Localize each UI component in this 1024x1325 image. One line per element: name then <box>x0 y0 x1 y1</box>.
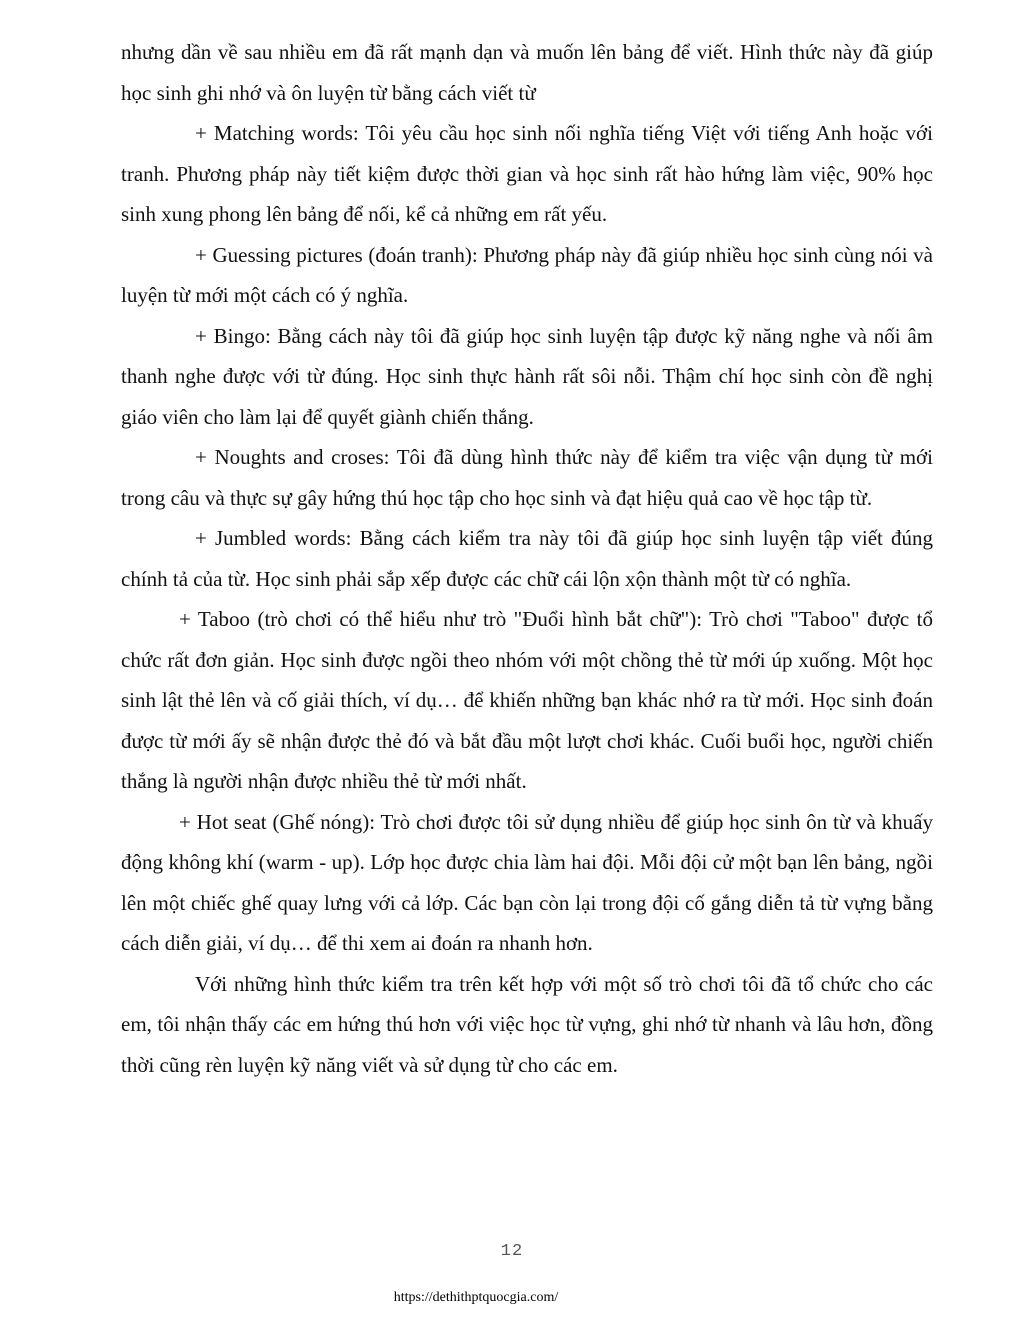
source-url: https://dethithptquocgia.com/ <box>393 1290 559 1305</box>
page-number: 12 <box>500 1242 524 1261</box>
paragraph-guessing-pictures: + Guessing pictures (đoán tranh): Phương pháp này đã giúp nhiều học sinh cùng nói và luyện từ mới một cách có ý nghĩa. <box>121 242 933 307</box>
document-body <box>121 32 933 1085</box>
paragraph-hot-seat: + Hot seat (Ghế nóng): Trò chơi được tôi sử dụng nhiều để giúp học sinh ôn từ và khuấy động không khí (warm - up). Lớp học được chia làm hai đội. Mỗi đội cử một bạn lên bảng, ngồi lên một chiếc ghế quay lưng với cả lớp. Các bạn còn lại trong đội cố gắng diễn tả từ vựng bằng cách diễn giải, ví dụ… để thi xem ai đoán ra nhanh hơn. <box>121 809 933 955</box>
paragraph-continuation: nhưng dần về sau nhiều em đã rất mạnh dạn và muốn lên bảng để viết. Hình thức này đã giúp học sinh ghi nhớ và ôn luyện từ bằng cách viết từ <box>121 40 933 105</box>
paragraph-matching-words: + Matching words: Tôi yêu cầu học sinh nối nghĩa tiếng Việt với tiếng Anh hoặc với tranh. Phương pháp này tiết kiệm được thời gian và học sinh rất hào hứng làm việc, 90% học sinh xung phong lên bảng để nối, kể cả những em rất yếu. <box>121 121 933 226</box>
paragraph-conclusion: Với những hình thức kiểm tra trên kết hợp với một số trò chơi tôi đã tổ chức cho các em, tôi nhận thấy các em hứng thú hơn với việc học từ vựng, ghi nhớ từ nhanh và lâu hơn, đồng thời cũng rèn luyện kỹ năng viết và sử dụng từ cho các em. <box>121 971 933 1077</box>
paragraph-bingo: + Bingo: Bằng cách này tôi đã giúp học sinh luyện tập được kỹ năng nghe và nối âm thanh nghe được với từ đúng. Học sinh thực hành rất sôi nỗi. Thậm chí học sinh còn đề nghị giáo viên cho làm lại để quyết giành chiến thắng. <box>121 323 933 429</box>
paragraph-jumbled-words: + Jumbled words: Bằng cách kiểm tra này tôi đã giúp học sinh luyện tập viết đúng chính tả của từ. Học sinh phải sắp xếp được các chữ cái lộn xộn thành một từ có nghĩa. <box>121 526 933 591</box>
paragraph-noughts-and-crosses: + Noughts and croses: Tôi đã dùng hình thức này để kiểm tra việc vận dụng từ mới trong câu và thực sự gây hứng thú học tập cho học sinh và đạt hiệu quả cao về học tập từ. <box>121 445 933 510</box>
paragraph-taboo: + Taboo (trò chơi có thể hiểu như trò "Đuổi hình bắt chữ"): Trò chơi "Taboo" được tổ chức rất đơn giản. Học sinh được ngồi theo nhóm với một chồng thẻ từ mới úp xuống. Một học sinh lật thẻ lên và cố giải thích, ví dụ… để khiến những bạn khác nhớ ra từ mới. Học sinh đoán được từ mới ấy sẽ nhận được thẻ đó và bắt đầu một lượt chơi khác. Cuối buổi học, người chiến thắng là người nhận được nhiều thẻ từ mới nhất. <box>121 607 933 793</box>
